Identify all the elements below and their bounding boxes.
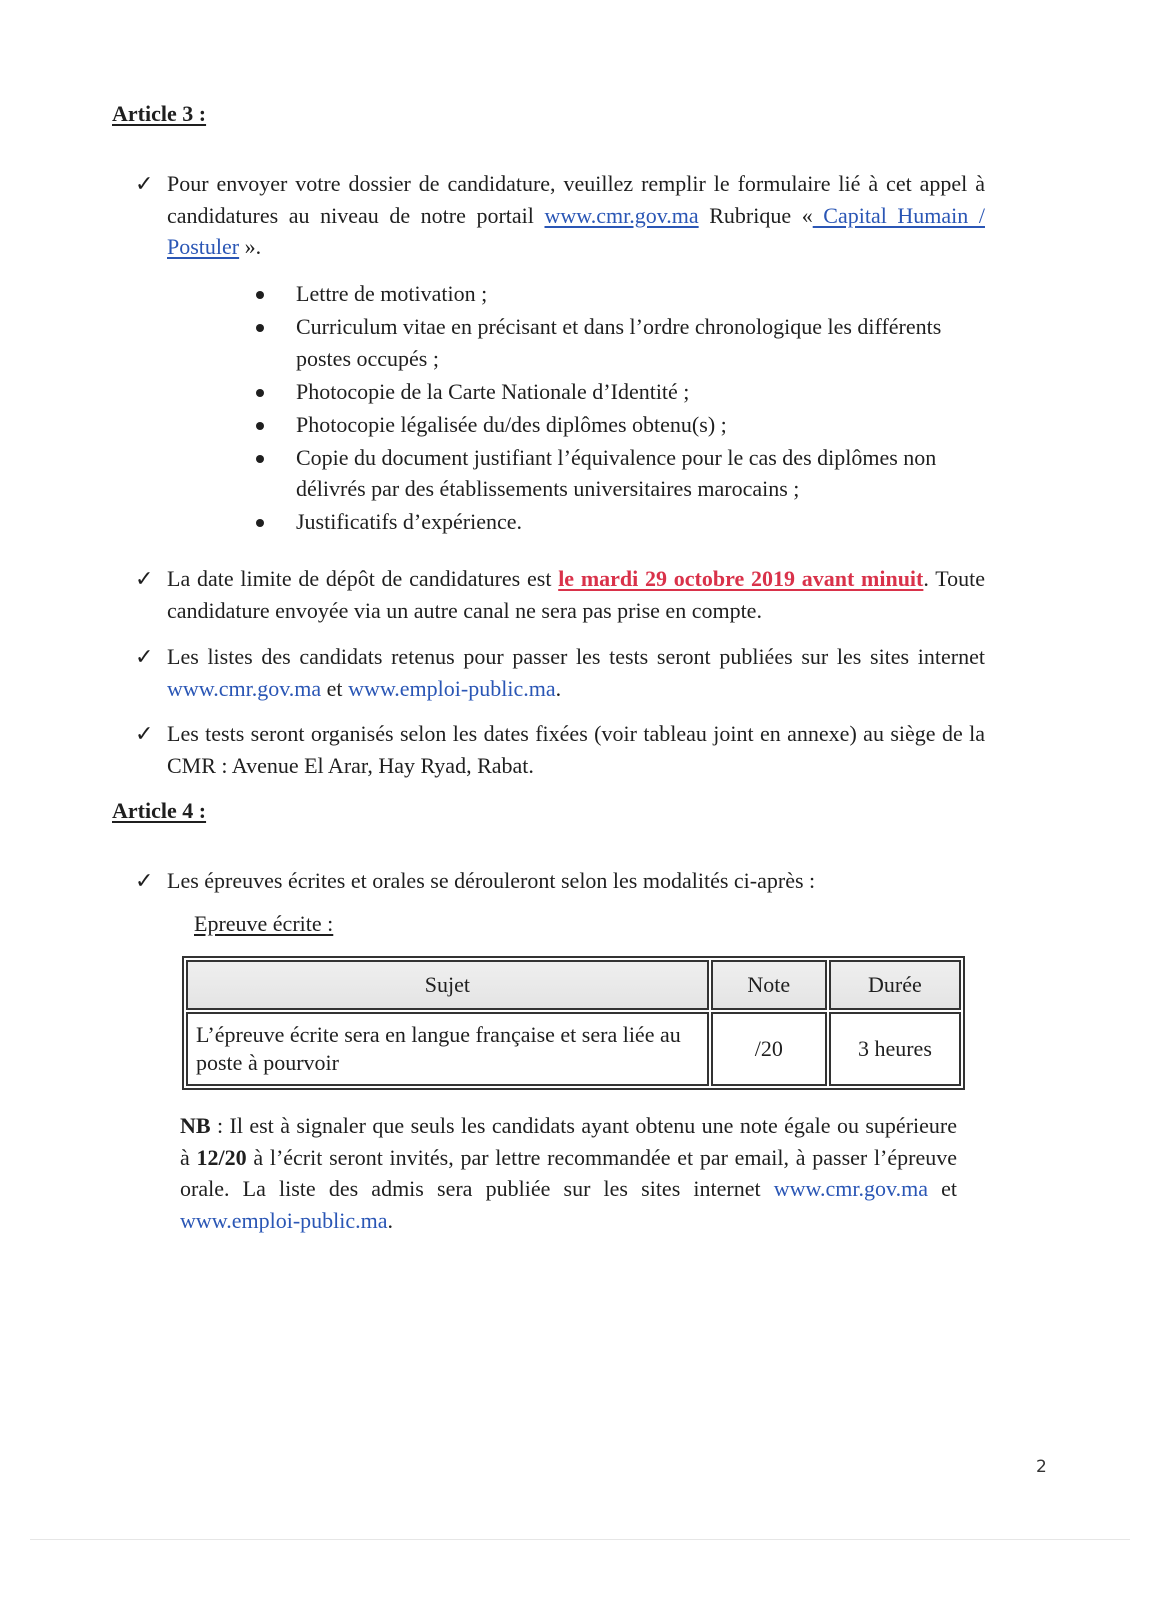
deadline-date: le mardi 29 octobre 2019 avant minuit [558, 566, 924, 591]
checkmark-icon: ✓ [135, 721, 154, 746]
article-3-item-2 [135, 563, 985, 626]
header-note: Note [711, 960, 827, 1010]
checkmark-icon: ✓ [135, 644, 154, 669]
cell-duree: 3 heures [829, 1012, 961, 1086]
bullet-icon [256, 455, 264, 463]
article-3-item-4-text: Les tests seront organisés selon les dates fixées (voir tableau joint en annexe) au siège de la CMR : Avenue El Arar, Hay Ryad, Rabat. [167, 721, 985, 778]
article-3-heading: Article 3 : [112, 101, 207, 126]
article-3-item-2-text: La date limite de dépôt de candidatures est le mardi 29 octobre 2019 avant minuit. Toute candidature envoyée via un autre canal ne sera pas prise en compte. [167, 566, 986, 623]
article-4-item-1-text: Les épreuves écrites et orales se dérouleront selon les modalités ci-après : [167, 868, 816, 893]
list-item: Lettre de motivation ; [255, 278, 975, 310]
emploi-public-link[interactable]: www.emploi-public.ma [348, 675, 556, 701]
header-duree: Durée [829, 960, 961, 1010]
list-item: Justificatifs d’expérience. [255, 506, 975, 538]
article-3-item-4 [135, 718, 985, 781]
page-bottom-divider [30, 1539, 1130, 1540]
bullet-icon [256, 519, 264, 527]
table-row [186, 1012, 961, 1086]
article-3-item-3 [135, 641, 985, 704]
list-item: Copie du document justifiant l’équivalence pour le cas des diplômes non délivrés par des établissements universitaires marocains ; [255, 442, 975, 505]
checkmark-icon: ✓ [135, 171, 154, 196]
nb-label: NB [180, 1113, 211, 1138]
emploi-public-link[interactable]: www.emploi-public.ma [180, 1207, 388, 1233]
article-3-item-1-text: Pour envoyer votre dossier de candidature, veuillez remplir le formulaire lié à cet appel à candidatures au niveau de notre portail www.cmr.gov.ma Rubrique « Capital Humain / Postuler ». [167, 171, 985, 259]
page-number: 2 [1036, 1457, 1047, 1477]
documents-list [255, 278, 975, 539]
header-sujet: Sujet [186, 960, 709, 1010]
cell-sujet: L’épreuve écrite sera en langue française et sera liée au poste à pourvoir [186, 1012, 709, 1086]
checkmark-icon: ✓ [135, 566, 154, 591]
list-item: Curriculum vitae en précisant et dans l’ordre chronologique les différents postes occupés ; [255, 311, 975, 374]
article-4-item-1 [135, 865, 985, 897]
bullet-icon [256, 389, 264, 397]
written-exam-table [182, 956, 965, 1090]
cell-note: /20 [711, 1012, 827, 1086]
cmr-site-link[interactable]: www.cmr.gov.ma [167, 675, 322, 701]
bullet-icon [256, 291, 264, 299]
written-exam-label: Epreuve écrite : [194, 911, 334, 936]
article-3-item-1 [135, 168, 985, 263]
table-header-row [186, 960, 961, 1010]
bullet-icon [256, 324, 264, 332]
list-item: Photocopie légalisée du/des diplômes obtenu(s) ; [255, 409, 975, 441]
article-3-item-3-text: Les listes des candidats retenus pour passer les tests seront publiées sur les sites internet www.cmr.gov.ma et www.emploi-public.ma. [167, 644, 985, 701]
nb-paragraph: NB : Il est à signaler que seuls les candidats ayant obtenu une note égale ou supérieure à 12/20 à l’écrit seront invités, par lettre recommandée et par email, à passer l’épreuve orale. La liste des admis sera publiée sur les sites internet www.cmr.gov.ma et www.emploi-public.ma. [180, 1113, 958, 1233]
bullet-icon [256, 422, 264, 430]
minimum-score: 12/20 [196, 1144, 247, 1170]
checkmark-icon: ✓ [135, 868, 154, 893]
list-item: Photocopie de la Carte Nationale d’Identité ; [255, 376, 975, 408]
capital-humain-link[interactable]: Capital Humain / Postuler [167, 202, 985, 259]
cmr-portal-link[interactable]: www.cmr.gov.ma [544, 202, 699, 228]
article-4-heading: Article 4 : [112, 798, 207, 823]
cmr-site-link[interactable]: www.cmr.gov.ma [773, 1176, 928, 1201]
